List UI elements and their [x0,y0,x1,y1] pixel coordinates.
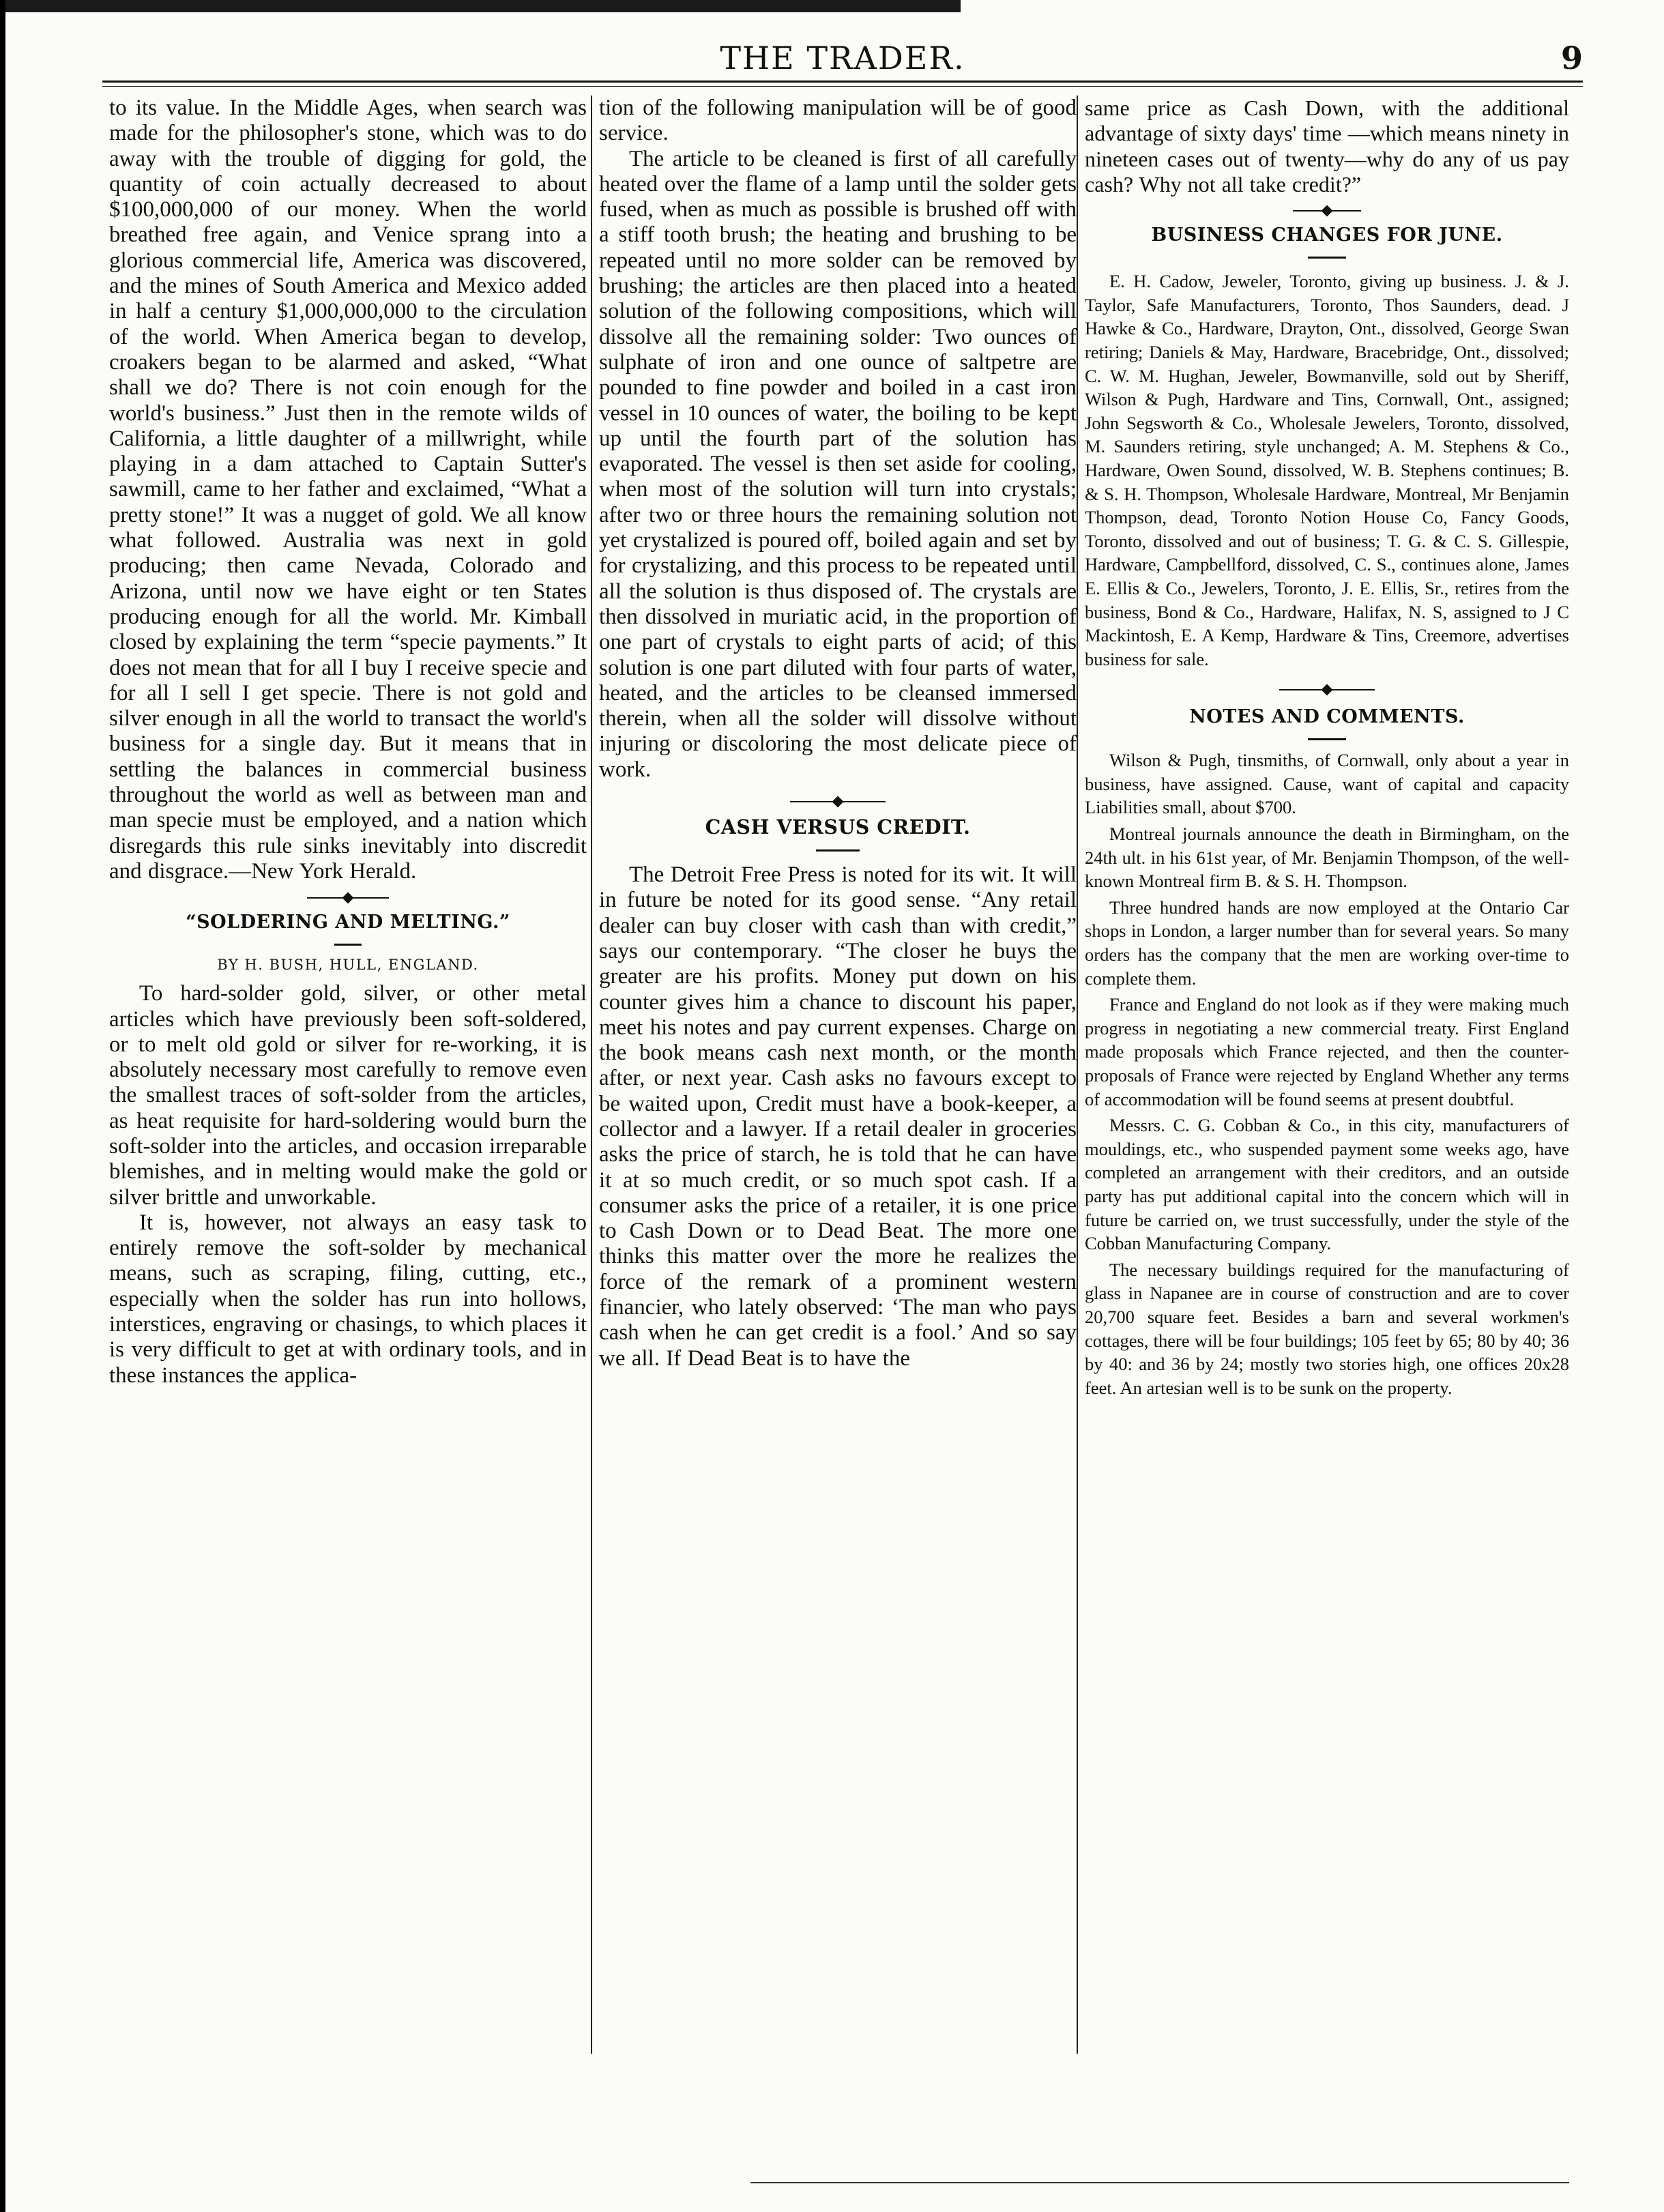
note-item: The necessary buildings required for the manufacturing of glass in Napanee are in course of construction and are to cover 20,700 square feet. Besides a barn and several workmen's cottages, there will be four buildings; 105 feet by 65; 80 by 40; 36 by 40: and 36 by 24; mostly two stories high, one offices 20x28 feet. An artesian well is to be sunk on the property. [1085,1259,1569,1398]
article-paragraph: The Detroit Free Press is noted for its wit. It will in future be noted for its good sense. “Any retail dealer can buy closer with cash than with credit,” says our contemporary. “The closer he buys the greater are his profits. Money put down on his counter gives him a chance to discount his paper, meet his notes and pay current expenses. Charge on the book means cash next month, or the month after, or next year. Cash asks no favours except to be waited upon, Credit must have a book-keeper, a collector and a lawyer. If a retail dealer in groceries asks the price of starch, he is told that he can have it at so much credit, or so much spot cash. If a consumer asks the price of a retailer, it is one price to Cash Down or to Dead Beat. The more one thinks this matter over the more he realizes the force of the remark of a prominent western financier, who lately observed: ‘The man who pays cash when he can get credit is a fool.’ And so say we all. If Dead Beat is to have the [599,862,1077,1371]
footer-rule [750,2182,1569,2183]
column-divider [591,96,592,2054]
running-title: THE TRADER. [720,40,965,76]
note-item: France and England do not look as if they were making much progress in negotiating a new commercial treaty. First England made proposals which France rejected, and then the counter-proposals of France were rejected by England Whether any terms of accommodation will be found seems at present doubtful. [1085,994,1569,1109]
header-rule-thin [102,86,1583,87]
section-headline: NOTES AND COMMENTS. [1189,706,1465,728]
headline-rule [1308,738,1346,740]
article-paragraph: To hard-solder gold, silver, or other metal articles which have previously been soft-soldered, or to melt old gold or silver for re-working, it is absolutely necessary most carefully to remove even the smallest traces of soft-solder from the articles, as heat requisite for hard-soldering would burn the soft-solder into the articles, and occasion irreparable blemishes, and in melting would make the gold or silver brittle and unworkable. [109,981,587,1210]
article-paragraph: The article to be cleaned is first of all carefully heated over the flame of a lamp until the solder gets fused, when as much as possible is brushed off with a stiff tooth brush; the heating and brushing to be repeated until no more solder can be removed by brushing; the articles are then placed into a heated solution of the following compositions, which will dissolve all the remaining solder: Two ounces of sulphate of iron and one ounce of saltpetre are pounded to fine powder and boiled in a cast iron vessel in 10 ounces of water, the boiling to be kept up until the fourth part of the solution has evaporated. The vessel is then set aside for cooling, when most of the solution will turn into crystals; after two or three hours the remaining solution not yet crystalized is poured off, boiled again and set by for crystalizing, and this process to be repeated until all the solution is thus disposed of. The crystals are then dissolved in muriatic acid, in the proportion of one part of crystals to eight parts of acid; of this solution is one part diluted with four parts of water, heated, and the articles to be cleansed immersed therein, when all the solder will dissolve without injuring or discoloring the most delicate piece of work. [599,146,1077,782]
article-paragraph: tion of the following manipulation will be of good service. [599,96,1077,146]
column-middle [599,96,1077,2142]
page-edge-shadow [0,0,5,2212]
column-left [109,96,587,2142]
header-rule [102,81,1583,83]
page-header [102,40,1583,74]
section-ornament [307,894,389,902]
headline-rule [334,944,362,946]
article-headline: CASH VERSUS CREDIT. [705,815,971,839]
article-headline: “SOLDERING AND MELTING.” [186,912,510,933]
article-byline: BY H. BUSH, HULL, ENGLAND. [217,957,479,974]
page-top-edge [5,0,961,12]
section-ornament [1293,207,1361,215]
section-ornament [790,798,886,806]
business-changes-list: E. H. Cadow, Jeweler, Toronto, giving up business. J. & J. Taylor, Safe Manufacturers, Toronto, Thos Saunders, dead. J Hawke & Co., Hardware, Drayton, Ont., dissolved, George Swan retiring; Daniels & May, Hardware, Bracebridge, Ont., dissolved; C. W. M. Hughan, Jeweler, Bowmanville, sold out by Sheriff, Wilson & Pugh, Hardware and Tins, Cornwall, Ont., assigned; John Segsworth & Co., Wholesale Jewelers, Toronto, dissolved, M. Saunders retiring, style unchanged; A. M. Stephens & Co., Hardware, Owen Sound, dissolved, W. B. Stephens continues; B. & S. H. Thompson, Wholesale Hardware, Montreal, Mr Benjamin Thompson, dead, Toronto Notion House Co, Fancy Goods, Toronto, dissolved and out of business; T. G. & C. S. Gillespie, Hardware, Campbellford, dissolved, C. S., continues alone, James E. Ellis & Co., Jewelers, Toronto, J. E. Ellis, Sr., retires from the business, Bond & Co., Hardware, Halifax, N. S, assigned to J C Mackintosh, E. A Kemp, Hardware & Tins, Creemore, advertises business for sale. [1085,271,1569,669]
headline-rule [816,849,860,852]
note-item: Wilson & Pugh, tinsmiths, of Cornwall, only about a year in business, have assigned. Cause, want of capital and capacity Liabilities small, about $700. [1085,750,1569,818]
column-divider [1077,96,1078,2054]
article-paragraph: same price as Cash Down, with the additional advantage of sixty days' time —which means ninety in nineteen cases out of twenty—why do any of us pay cash? Why not all take credit?” [1085,96,1569,197]
article-paragraph: to its value. In the Middle Ages, when search was made for the philosopher's stone, which was to do away with the trouble of digging for gold, the quantity of coin actually decreased to about $100,000,000 of our money. When the world breathed free again, and Venice sprang into a glorious commercial life, America was discovered, and the mines of South America and Mexico added in half a century $1,000,000,000 to the circulation of the world. When America began to develop, croakers began to be alarmed and asked, “What shall we do? There is not coin enough for the world's business.” Just then in the remote wilds of California, a little daughter of a millwright, while playing in a dam attached to Captain Sutter's sawmill, came to her father and exclaimed, “What a pretty stone!” It was a nugget of gold. We all know what followed. Australia was next in gold producing; then came Nevada, Colorado and Arizona, until now we have eight or ten States producing enough for all the world. Mr. Kimball closed by explaining the term “specie payments.” It does not mean that for all I buy I receive specie and for all I sell I get specie. There is not gold and silver enough in all the world to transact the world's business for a single day. But it means that in settling the balances in commercial business throughout the world as well as between man and man specie must be employed, and a nation which disregards this rule sinks inevitably into discredit and disgrace.—New York Herald. [109,96,587,884]
note-item: Three hundred hands are now employed at the Ontario Car shops in London, a larger number than for several years. So many orders has the company that the men are working over-time to complete them. [1085,897,1569,989]
column-right [1085,96,1569,2142]
section-headline: BUSINESS CHANGES FOR JUNE. [1151,224,1503,246]
note-item: Montreal journals announce the death in Birmingham, on the 24th ult. in his 61st year, of Mr. Benjamin Thompson, of the well-known Montreal firm B. & S. H. Thompson. [1085,824,1569,892]
section-ornament [1279,686,1375,694]
page-number: 9 [1560,40,1583,76]
article-paragraph: It is, however, not always an easy task to entirely remove the soft-solder by mechanical means, such as scraping, filing, cutting, etc., especially when the solder has run into hollows, interstices, engraving or chasings, to which places it is very difficult to get at with ordinary tools, and in these instances the applica- [109,1210,587,1388]
note-item: Messrs. C. G. Cobban & Co., in this city, manufacturers of mouldings, etc., who suspended payment some weeks ago, have completed an arrangement with their creditors, and an outside party has put additional capital into the concern which will in future be carried on, we trust successfully, under the style of the Cobban Manufacturing Company. [1085,1115,1569,1254]
headline-rule [1308,257,1346,259]
